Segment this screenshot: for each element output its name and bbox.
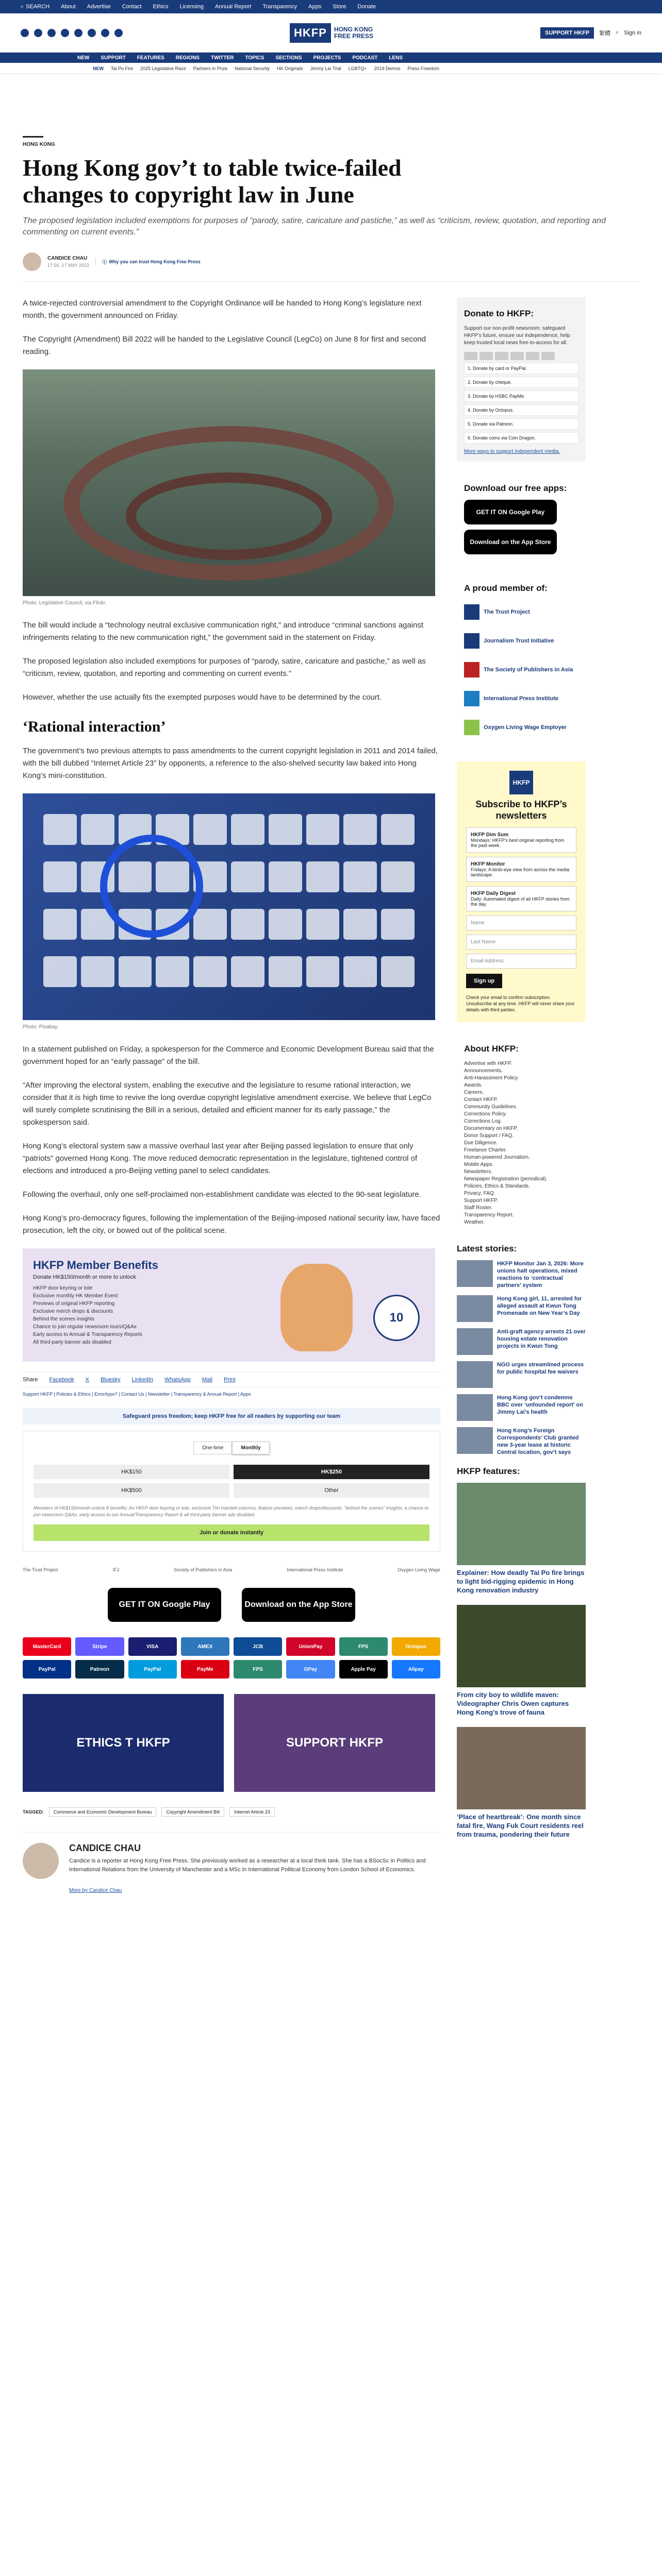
- site-logo[interactable]: [290, 23, 373, 43]
- fps-icon[interactable]: FPS: [234, 1660, 282, 1679]
- support-banner[interactable]: SUPPORT HKFP: [234, 1694, 435, 1792]
- donate-widget: [23, 1431, 440, 1552]
- author-box-name[interactable]: CANDICE CHAU: [69, 1843, 141, 1853]
- nav-features[interactable]: FEATURES: [137, 55, 164, 61]
- logo-text: HONG KONG FREE PRESS: [334, 25, 373, 40]
- feature-item[interactable]: Explainer: How deadly Tai Po fire brings to light bid-rigging epidemic in Hong Kong renovation industry: [457, 1483, 586, 1595]
- card-icon: [479, 352, 493, 360]
- safeguard-banner: Safeguard press freedom; keep HKFP free for all readers by supporting our team: [23, 1408, 440, 1425]
- hkfp-features: [457, 1466, 586, 1839]
- newsletter-option-desc: Fridays: A birds-eye view from across the media landscape.: [471, 867, 570, 877]
- story-thumbnail: [457, 1328, 493, 1355]
- about-link[interactable]: Community Guidelines.: [464, 1104, 518, 1110]
- google-play-button[interactable]: GET IT ON Google Play: [464, 500, 557, 524]
- nav-regions[interactable]: REGIONS: [175, 55, 200, 61]
- jcb-icon[interactable]: JCB: [234, 1637, 282, 1656]
- photo-caption: Photo: Legislative Council, via Flickr.: [23, 600, 107, 606]
- monthly-tab[interactable]: Monthly: [232, 1442, 269, 1454]
- logo-mark: HKFP: [290, 23, 331, 43]
- feature-photo: [457, 1727, 586, 1809]
- paragraph: However, whether the use actually fits the exempted purposes would have to be determined by the court.: [23, 693, 382, 702]
- facebook-icon[interactable]: [21, 29, 29, 37]
- share-linkedin[interactable]: LinkedIn: [131, 1377, 154, 1383]
- donate-text: Support our non-profit newsroom: safeguard HKFP’s future, ensure our independence, help keep trusted local news free-to-access for all.: [464, 326, 570, 346]
- rss-icon[interactable]: [114, 29, 123, 37]
- annual-report-link[interactable]: Annual Report: [215, 4, 252, 10]
- newsletter-option-name: HKFP Dim Sum: [471, 832, 509, 838]
- latest-stories: [457, 1244, 586, 1456]
- newsletter-option-desc: Daily: Automated digest of all HKFP stories from the day.: [471, 896, 570, 907]
- copyright-keyboard-photo: [23, 793, 435, 1020]
- signup-button[interactable]: Sign up: [466, 974, 502, 988]
- paragraph: The Copyright (Amendment) Bill 2022 will be handed to the Legislative Council (LegCo) on June 8 for first and second reading.: [23, 335, 426, 356]
- benefit-item: Exclusive merch drops & discounts: [33, 1309, 113, 1314]
- benefit-item: Early access to Annual & Transparency Reports: [33, 1332, 142, 1337]
- donate-option[interactable]: 1. Donate by card or PayPal.: [464, 363, 578, 374]
- x-icon[interactable]: [34, 29, 42, 37]
- story-thumbnail: [457, 1394, 493, 1421]
- paragraph: In a statement published on Friday, a spokesperson for the Commerce and Economic Development Bureau said that the government hoped for an “early passage” of the bill.: [23, 1045, 434, 1066]
- payment-methods: [23, 1637, 440, 1679]
- visa-icon[interactable]: VISA: [128, 1637, 177, 1656]
- newsletter-note: Check your email to confirm subscription. Unsubscribe at any time. HKFP will never share your details with third parties.: [466, 995, 575, 1012]
- site-header: [0, 13, 662, 53]
- article-title: Hong Kong gov’t to table twice-failed changes to copyright law in June: [23, 155, 402, 208]
- member-title: A proud member of:: [464, 583, 548, 593]
- feature-item[interactable]: From city boy to wildlife maven: Videographer Chris Owen captures Hong Kong’s trove of fauna: [457, 1605, 586, 1717]
- card-icon: [541, 352, 555, 360]
- deer-mascot-image: [280, 1264, 353, 1351]
- frequency-toggle: [34, 1442, 429, 1454]
- trending-item[interactable]: 2019 Demos: [374, 65, 401, 71]
- octopus-icon[interactable]: Octopus: [392, 1637, 440, 1656]
- card-icon: [495, 352, 508, 360]
- partner-logo[interactable]: The Trust Project: [23, 1567, 58, 1572]
- card-icon: [464, 352, 477, 360]
- member-card: [457, 572, 586, 751]
- support-hkfp-button[interactable]: SUPPORT HKFP: [540, 27, 594, 39]
- about-link[interactable]: Human-powered Journalism.: [464, 1155, 530, 1160]
- info-icon: ⓘ: [102, 259, 107, 265]
- more-by-author-link[interactable]: More by Candice Chau: [69, 1888, 122, 1893]
- tags-row: [23, 1807, 440, 1817]
- latest-title: Latest stories:: [457, 1244, 517, 1253]
- social-icons: [21, 29, 123, 37]
- amount-option[interactable]: HK$150: [34, 1465, 229, 1479]
- about-link[interactable]: Weather.: [464, 1219, 485, 1225]
- about-link[interactable]: Due Diligence.: [464, 1140, 498, 1146]
- search-icon: ⌕: [21, 3, 24, 10]
- donate-option[interactable]: 4. Donate by Octopus.: [464, 404, 578, 416]
- applepay-icon[interactable]: Apple Pay: [339, 1660, 388, 1679]
- app-store-button[interactable]: Download on the App Store: [464, 530, 557, 554]
- join-donate-button[interactable]: Join or donate instantly: [34, 1524, 429, 1541]
- ethics-banner[interactable]: ETHICS T HKFP: [23, 1694, 224, 1792]
- newsletter-option[interactable]: [466, 857, 576, 882]
- contact-link[interactable]: Contact: [122, 4, 142, 10]
- author-bio: Candice is a reporter at Hong Kong Free Press. She previously worked as a researcher at a local think tank. She has a BSocSc in Politics and International Relations from the University of Manchester and a MSc in International Political Economy from London School of Economics.: [69, 1858, 426, 1873]
- paypal-icon[interactable]: PayPal: [23, 1660, 71, 1679]
- article-subtitle: The proposed legislation included exemptions for purposes of “parody, satire, caricature and pastiche,” as well as “criticism, review, quotation, and reporting and commenting on current events.”: [23, 216, 606, 236]
- app-store-buttons: [23, 1588, 440, 1622]
- about-link[interactable]: Staff Roster.: [464, 1205, 492, 1211]
- trending-item[interactable]: National Security: [235, 65, 270, 71]
- about-link[interactable]: Corrections Policy.: [464, 1111, 507, 1117]
- copyright-symbol-icon: [100, 835, 203, 938]
- amount-option-selected[interactable]: HK$250: [234, 1465, 429, 1479]
- paypal-icon[interactable]: PayPal: [128, 1660, 177, 1679]
- donate-option[interactable]: 3. Donate by HSBC PayMe.: [464, 391, 578, 402]
- card-icon: [510, 352, 524, 360]
- member-logo[interactable]: The Society of Publishers in Asia: [464, 657, 578, 682]
- article-category[interactable]: HONG KONG: [23, 142, 55, 147]
- about-link[interactable]: Corrections Log.: [464, 1118, 502, 1124]
- share-bar: [23, 1372, 440, 1387]
- newsletter-option-name: HKFP Daily Digest: [471, 891, 516, 896]
- paragraph: A twice-rejected controversial amendment to the Copyright Ordinance will be handed to Hong Kong’s legislature next month, the government announced on Friday.: [23, 299, 422, 320]
- patreon-icon[interactable]: Patreon: [75, 1660, 124, 1679]
- nav-projects[interactable]: PROJECTS: [313, 55, 341, 61]
- donate-option[interactable]: 5. Donate via Patreon.: [464, 418, 578, 430]
- share-facebook[interactable]: Facebook: [49, 1377, 74, 1383]
- nav-lens[interactable]: LENS: [389, 55, 403, 61]
- article-body: [23, 297, 440, 1904]
- apps-card: [457, 472, 586, 562]
- gpay-icon[interactable]: GPay: [286, 1660, 335, 1679]
- search-link[interactable]: ⌕ SEARCH: [21, 3, 50, 10]
- unionpay-icon[interactable]: UnionPay: [286, 1637, 335, 1656]
- sidebar: [457, 297, 586, 1904]
- latest-item[interactable]: Anti-graft agency arrests 21 over housing estate renovation projects in Kwun Tong: [457, 1328, 586, 1355]
- more-ways-link[interactable]: More ways to support independent media.: [464, 449, 560, 454]
- mail-icon[interactable]: [101, 29, 109, 37]
- about-link[interactable]: Donor Support / FAQ.: [464, 1133, 514, 1139]
- about-link[interactable]: Transparency Report.: [464, 1212, 514, 1218]
- nav-sections[interactable]: SECTIONS: [275, 55, 302, 61]
- paragraph: The bill would include a “technology neutral exclusive communication right,” and introduce “criminal sanctions against infringements relating to the new communication right,” the government said in the statement on Friday.: [23, 621, 424, 642]
- telegram-icon[interactable]: [74, 29, 82, 37]
- feature-photo: [457, 1483, 586, 1565]
- section-heading: ‘Rational interaction’: [23, 718, 166, 735]
- donate-title: Donate to HKFP:: [464, 309, 534, 318]
- member-logo[interactable]: International Press Institute: [464, 686, 578, 711]
- nav-twitter[interactable]: TWITTER: [210, 55, 234, 61]
- donate-option[interactable]: 2. Donate by cheque.: [464, 377, 578, 388]
- youtube-icon[interactable]: [88, 29, 96, 37]
- about-link[interactable]: Support HKFP.: [464, 1198, 498, 1204]
- newsletter-logo: HKFP: [509, 771, 533, 794]
- trending-item[interactable]: HK Originals: [277, 65, 303, 71]
- main-nav: [0, 53, 662, 63]
- about-link[interactable]: Announcements.: [464, 1068, 503, 1074]
- latest-item[interactable]: Hong Kong gov’t condemns BBC over ‘unfounded report’ on Jimmy Lai’s health: [457, 1394, 586, 1421]
- payme-icon[interactable]: PayMe: [181, 1660, 229, 1679]
- one-time-tab[interactable]: One-time: [193, 1442, 232, 1454]
- feature-item[interactable]: ‘Place of heartbreak’: One month since fatal fire, Wang Fuk Court residents reel from trauma, pondering their future: [457, 1727, 586, 1839]
- nav-podcast[interactable]: PODCAST: [352, 55, 378, 61]
- partner-logo[interactable]: Society of Publishers in Asia: [174, 1567, 233, 1572]
- paragraph: Hong Kong’s electoral system saw a massive overhaul last year after Beijing passed legislation to ensure that only “patriots” governed Hong Kong. The move reduced democratic representation in the legislature, tightened control of elections and introduced a pro-Beijing vetting panel to select candidates.: [23, 1142, 418, 1175]
- promo-subtitle: Donate HK$150/month or more to unlock: [33, 1274, 136, 1280]
- app-store-button[interactable]: Download on the App Store: [242, 1588, 355, 1622]
- latest-item[interactable]: HKFP Monitor Jan 3, 2026: More unions halt operations, mixed reactions to ‘contractual partners’ system: [457, 1260, 586, 1289]
- partner-logo[interactable]: International Press Institute: [287, 1567, 343, 1572]
- about-link[interactable]: Newspaper Registration (periodical).: [464, 1176, 548, 1182]
- last-name-field[interactable]: Last Name: [466, 935, 576, 950]
- member-logo[interactable]: The Trust Project: [464, 600, 578, 624]
- benefit-item: HKFP door keyring or tote: [33, 1285, 93, 1291]
- email-field[interactable]: Email Address: [466, 954, 576, 969]
- support-links-row[interactable]: Support HKFP | Policies & Ethics | Error/typo? | Contact Us | Newsletter | Transparency & Annual Report | Apps: [23, 1392, 251, 1397]
- trending-new-label: NEW: [93, 65, 104, 71]
- donate-option[interactable]: 6. Donate coins via Coin Dragon.: [464, 432, 578, 444]
- latest-item[interactable]: Hong Kong girl, 11, arrested for alleged assault at Kwun Tong Promenade on New Year’s Day: [457, 1295, 586, 1322]
- google-play-button[interactable]: GET IT ON Google Play: [108, 1588, 221, 1622]
- about-link[interactable]: Awards.: [464, 1082, 483, 1088]
- share-print[interactable]: Print: [224, 1377, 236, 1383]
- share-whatsapp[interactable]: WhatsApp: [164, 1377, 191, 1383]
- about-link[interactable]: Documentary on HKFP.: [464, 1126, 518, 1131]
- advertise-link[interactable]: Advertise: [87, 4, 111, 10]
- author-name[interactable]: CANDICE CHAU: [47, 256, 88, 261]
- member-logo[interactable]: Journalism Trust Initiative: [464, 629, 578, 653]
- newsletter-signup: [457, 761, 586, 1022]
- tag[interactable]: Commerce and Economic Development Bureau: [49, 1807, 157, 1817]
- newsletter-option[interactable]: [466, 886, 576, 911]
- paragraph: Following the overhaul, only one self-proclaimed non-establishment candidate was elected to the 90-seat legislature.: [23, 1190, 421, 1199]
- tagged-label: TAGGED:: [23, 1809, 44, 1815]
- paragraph: “After improving the electoral system, enabling the executive and the legislature to resume rational interaction, we consider that it is high time to revive the long overdue copyright legislative amendment exercise. We believe that LegCo will surely complete scrutinising the Bill in a serious, detailed and efficient manner for its early passage,” the spokesperson said.: [23, 1081, 432, 1127]
- member-logo[interactable]: Oxygen Living Wage Employer: [464, 715, 578, 740]
- amount-option-other[interactable]: Other: [234, 1483, 429, 1498]
- amount-option[interactable]: HK$500: [34, 1483, 229, 1498]
- about-links: [464, 1060, 578, 1226]
- share-bluesky[interactable]: Bluesky: [101, 1377, 121, 1383]
- trending-item[interactable]: Tai Po Fire: [111, 65, 134, 71]
- about-link[interactable]: Privacy, FAQ.: [464, 1191, 495, 1196]
- search-icon[interactable]: ⌕: [616, 29, 619, 36]
- features-title: HKFP features:: [457, 1466, 520, 1476]
- story-thumbnail: [457, 1295, 493, 1322]
- trending-item[interactable]: Press Freedom: [407, 65, 440, 71]
- nav-new[interactable]: NEW: [77, 55, 90, 61]
- feature-photo: [457, 1605, 586, 1687]
- about-card: [457, 1032, 586, 1233]
- apps-title: Download our free apps:: [464, 483, 567, 493]
- story-thumbnail: [457, 1361, 493, 1388]
- trending-item[interactable]: LGBTQ+: [348, 65, 367, 71]
- byline: [23, 252, 639, 282]
- latest-item[interactable]: Hong Kong’s Foreign Correspondents’ Club granted new 3-year lease at historic Central location, gov’t says: [457, 1427, 586, 1456]
- partner-logo[interactable]: Oxygen Living Wage: [398, 1567, 440, 1572]
- licensing-link[interactable]: Licensing: [179, 4, 204, 10]
- partner-logos: [23, 1567, 440, 1572]
- about-link[interactable]: Careers.: [464, 1090, 484, 1095]
- paragraph: The proposed legislation also included exemptions for purposes of “parody, satire, caricature and pastiche,” as well as “criticism, review, quotation, and reporting and commenting on current events.”: [23, 657, 426, 678]
- about-link[interactable]: Freelance Charter.: [464, 1147, 507, 1153]
- latest-item[interactable]: NGO urges streamlined process for public hospital fee waivers: [457, 1361, 586, 1388]
- transparency-link[interactable]: Transparency: [262, 4, 297, 10]
- store-link[interactable]: Store: [333, 4, 346, 10]
- benefit-item: Exclusive monthly HK Member Event: [33, 1293, 118, 1299]
- alipay-icon[interactable]: Alipay: [392, 1660, 440, 1679]
- newsletter-option-desc: Mondays: HKFP’s best original reporting from the past week.: [471, 838, 565, 848]
- share-mail[interactable]: Mail: [202, 1377, 213, 1383]
- ethics-link[interactable]: Ethics: [153, 4, 169, 10]
- newsletter-option-name: HKFP Monitor: [471, 861, 505, 867]
- donate-link[interactable]: Donate: [357, 4, 376, 10]
- about-link[interactable]: Newsletters.: [464, 1169, 493, 1175]
- donation-amounts: [34, 1465, 429, 1498]
- share-x[interactable]: X: [85, 1377, 90, 1383]
- tag[interactable]: Copyright Amendment Bill: [161, 1807, 224, 1817]
- signin-link[interactable]: Sign in: [624, 29, 641, 36]
- trending-item[interactable]: Jimmy Lai Trial: [310, 65, 341, 71]
- mastercard-icon[interactable]: MasterCard: [23, 1637, 71, 1656]
- paragraph: The government’s two previous attempts to pass amendments to the current copyright legislation in 2011 and 2014 failed, with the bill dubbed “Internet Article 23” by opponents, a reference to the also-shelved security law baked into Hong Kong’s mini-constitution.: [23, 747, 438, 780]
- benefit-item: Behind the scenes insights: [33, 1316, 94, 1322]
- promo-benefit-list: [33, 1285, 158, 1345]
- promo-title: HKFP Member Benefits: [33, 1259, 158, 1272]
- share-label: Share: [23, 1377, 38, 1383]
- amex-icon[interactable]: AMEX: [181, 1637, 229, 1656]
- newsletter-title: Subscribe to HKFP’s newsletters: [475, 799, 567, 821]
- about-link[interactable]: Advertise with HKFP.: [464, 1061, 512, 1066]
- photo-caption: Photo: Pixabay.: [23, 1024, 59, 1030]
- donate-card: [457, 297, 586, 462]
- about-link[interactable]: Mobile Apps.: [464, 1162, 494, 1167]
- author-avatar[interactable]: [23, 252, 41, 271]
- instagram-icon[interactable]: [47, 29, 56, 37]
- donate-note: Members of HK$150/month unlock 8 benefits: An HKFP door keyring or tote, exclusive Tim Hamlett columns, feature previews, merch drops/discounts, “behind the scenes” insights, a chance to join newsroom Q&As, early access to our Annual/Transparency Report & all third-party banner ads disabled.: [34, 1505, 429, 1517]
- legco-chamber-photo: [23, 369, 435, 596]
- top-bar: [0, 0, 662, 13]
- member-benefits-promo[interactable]: [23, 1248, 435, 1362]
- about-link[interactable]: About: [61, 4, 76, 10]
- category-rule: [23, 136, 43, 138]
- author-photo[interactable]: [23, 1843, 59, 1879]
- about-link[interactable]: Contact HKFP.: [464, 1097, 498, 1103]
- article-category-block: [23, 136, 639, 147]
- why-trust-link[interactable]: ⓘ Why you can trust Hong Kong Free Press: [95, 259, 201, 265]
- stripe-icon[interactable]: Stripe: [75, 1637, 124, 1656]
- about-title: About HKFP:: [464, 1044, 519, 1054]
- threads-icon[interactable]: [61, 29, 69, 37]
- trending-bar: [0, 63, 662, 74]
- benefit-item: All third-party banner ads disabled: [33, 1340, 111, 1345]
- card-icon: [526, 352, 539, 360]
- newsletter-option[interactable]: [466, 827, 576, 853]
- nav-topics[interactable]: TOPICS: [245, 55, 264, 61]
- trending-item[interactable]: Partners in Prize: [193, 65, 228, 71]
- payment-icons: [464, 352, 578, 360]
- author-box: [23, 1832, 440, 1904]
- tag[interactable]: Internet Article 23: [229, 1807, 275, 1817]
- apps-link[interactable]: Apps: [308, 4, 322, 10]
- promo-banners: [23, 1694, 440, 1792]
- nav-support[interactable]: SUPPORT: [101, 55, 126, 61]
- name-field[interactable]: Name: [466, 916, 576, 930]
- paragraph: Hong Kong’s pro-democracy figures, following the implementation of the Beijing-imposed national security law, have faced prosecution, left the city, or bowed out of the political scene.: [23, 1214, 440, 1235]
- publish-date: 17:56, 27 MAY 2022: [47, 263, 90, 268]
- benefit-item: Chance to join regular newsroom tours/Q&As: [33, 1324, 137, 1330]
- trending-item[interactable]: 2025 Legislative Race: [140, 65, 186, 71]
- about-link[interactable]: Anti-Harassment Policy.: [464, 1075, 519, 1081]
- story-thumbnail: [457, 1260, 493, 1287]
- ten-year-badge: 10: [373, 1295, 420, 1341]
- language-toggle[interactable]: 繁體: [599, 30, 611, 37]
- about-link[interactable]: Policies, Ethics & Standards.: [464, 1183, 530, 1189]
- story-thumbnail: [457, 1427, 493, 1454]
- benefit-item: Previews of original HKFP reporting: [33, 1301, 115, 1307]
- partner-logo[interactable]: IFJ: [112, 1567, 120, 1572]
- fps-icon[interactable]: FPS: [339, 1637, 388, 1656]
